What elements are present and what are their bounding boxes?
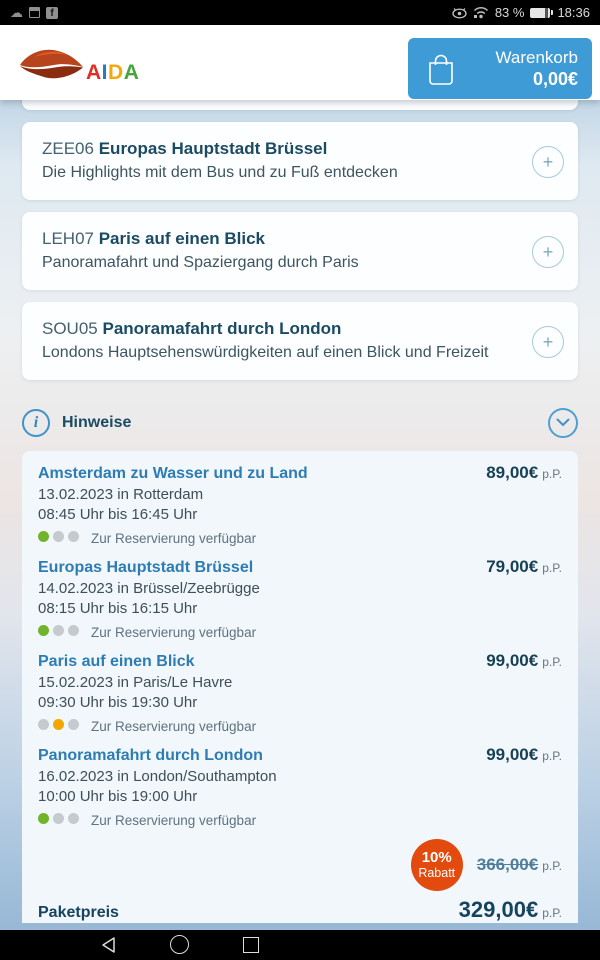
item-price: 99,00€ bbox=[486, 745, 539, 764]
item-date: 16.02.2023 in London/Southampton bbox=[38, 768, 277, 785]
info-icon[interactable]: i bbox=[22, 409, 50, 437]
clock: 18:36 bbox=[557, 5, 590, 20]
hinweise-section[interactable] bbox=[22, 399, 578, 446]
availability-label: Zur Reservierung verfügbar bbox=[91, 624, 257, 640]
item-per-person: p.P. bbox=[542, 467, 562, 481]
item-time: 09:30 Uhr bis 19:30 Uhr bbox=[38, 694, 198, 711]
back-icon[interactable] bbox=[100, 936, 116, 954]
excursion-title: Europas Hauptstadt Brüssel bbox=[98, 139, 328, 158]
aida-lips-icon bbox=[14, 39, 92, 87]
item-title-link[interactable]: Panoramafahrt durch London bbox=[38, 747, 263, 764]
hinweise-label: Hinweise bbox=[62, 413, 132, 431]
item-time: 08:15 Uhr bis 16:15 Uhr bbox=[38, 600, 198, 617]
excursion-subtitle: Die Highlights mit dem Bus und zu Fuß entdecken bbox=[42, 164, 398, 181]
package-price: 329,00€ bbox=[458, 897, 539, 922]
excursion-code: LEH07 bbox=[42, 229, 94, 248]
item-price: 79,00€ bbox=[486, 557, 539, 576]
cart-amount: 0,00€ bbox=[532, 69, 578, 89]
item-title-link[interactable]: Europas Hauptstadt Brüssel bbox=[38, 559, 254, 576]
availability-dots bbox=[38, 623, 83, 641]
package-per-person: p.P. bbox=[542, 906, 562, 920]
item-title-link[interactable]: Amsterdam zu Wasser und zu Land bbox=[38, 465, 308, 482]
excursion-subtitle: Panoramafahrt und Spaziergang durch Paris bbox=[42, 254, 359, 271]
excursion-card-partial[interactable] bbox=[22, 100, 578, 110]
discount-badge bbox=[411, 839, 463, 891]
item-time: 08:45 Uhr bis 16:45 Uhr bbox=[38, 506, 198, 523]
plus-icon: + bbox=[542, 151, 554, 172]
item-price: 99,00€ bbox=[486, 651, 539, 670]
excursion-code: ZEE06 bbox=[42, 139, 94, 158]
plus-icon: + bbox=[542, 241, 554, 262]
package-price-label: Paketpreis bbox=[38, 904, 119, 921]
battery-percent: 83 % bbox=[494, 5, 525, 20]
item-per-person: p.P. bbox=[542, 561, 562, 575]
availability-dots bbox=[38, 811, 83, 829]
recents-icon[interactable] bbox=[243, 937, 259, 953]
add-excursion-button[interactable] bbox=[532, 236, 564, 268]
plus-icon: + bbox=[542, 331, 554, 352]
eye-comfort-icon bbox=[452, 7, 467, 19]
excursion-title: Panoramafahrt durch London bbox=[102, 319, 342, 338]
facebook-icon: f bbox=[46, 7, 58, 19]
discount-row bbox=[38, 839, 562, 891]
add-excursion-button[interactable] bbox=[532, 146, 564, 178]
discount-percent: 10% bbox=[421, 848, 452, 866]
aida-logo-text: AIDA bbox=[86, 60, 140, 84]
booking-item-amsterdam bbox=[38, 463, 562, 548]
battery-icon bbox=[530, 8, 550, 18]
scroll-content[interactable] bbox=[0, 100, 600, 930]
item-per-person: p.P. bbox=[542, 655, 562, 669]
item-time: 10:00 Uhr bis 19:00 Uhr bbox=[38, 788, 198, 805]
item-per-person: p.P. bbox=[542, 749, 562, 763]
excursion-card-sou05[interactable] bbox=[22, 302, 578, 380]
availability-label: Zur Reservierung verfügbar bbox=[91, 718, 257, 734]
item-price: 89,00€ bbox=[486, 463, 539, 482]
app-header bbox=[0, 25, 600, 100]
cloud-icon: ☁ bbox=[10, 5, 23, 20]
original-price: 366,00€ bbox=[476, 855, 539, 874]
availability-label: Zur Reservierung verfügbar bbox=[91, 812, 257, 828]
availability-dots bbox=[38, 717, 83, 735]
excursion-title: Paris auf einen Blick bbox=[98, 229, 266, 248]
booking-item-bruessel bbox=[38, 557, 562, 642]
original-per-person: p.P. bbox=[542, 859, 562, 873]
excursion-code: SOU05 bbox=[42, 319, 98, 338]
aida-logo[interactable] bbox=[14, 39, 139, 87]
item-date: 15.02.2023 in Paris/Le Havre bbox=[38, 674, 233, 691]
item-title-link[interactable]: Paris auf einen Blick bbox=[38, 653, 195, 670]
discount-label: Rabatt bbox=[418, 865, 456, 880]
home-icon[interactable] bbox=[170, 935, 189, 954]
excursion-subtitle: Londons Hauptsehenswürdigkeiten auf einen Blick und Freizeit bbox=[42, 344, 489, 361]
booking-item-london bbox=[38, 745, 562, 830]
status-bar bbox=[0, 0, 600, 25]
add-excursion-button[interactable] bbox=[532, 326, 564, 358]
booking-items-panel bbox=[22, 451, 578, 923]
android-nav-bar bbox=[0, 930, 600, 960]
shopping-bag-icon bbox=[426, 52, 456, 86]
window-icon bbox=[29, 7, 40, 18]
excursion-card-leh07[interactable] bbox=[22, 212, 578, 290]
cart-label: Warenkorb bbox=[495, 48, 578, 67]
booking-item-paris bbox=[38, 651, 562, 736]
item-date: 13.02.2023 in Rotterdam bbox=[38, 486, 204, 503]
availability-label: Zur Reservierung verfügbar bbox=[91, 530, 257, 546]
chevron-down-icon[interactable] bbox=[548, 408, 578, 438]
excursion-card-zee06[interactable] bbox=[22, 122, 578, 200]
item-date: 14.02.2023 in Brüssel/Zeebrügge bbox=[38, 580, 260, 597]
wifi-icon bbox=[473, 6, 489, 19]
cart-button[interactable] bbox=[408, 38, 592, 99]
package-price-row bbox=[38, 897, 562, 923]
availability-dots bbox=[38, 529, 83, 547]
